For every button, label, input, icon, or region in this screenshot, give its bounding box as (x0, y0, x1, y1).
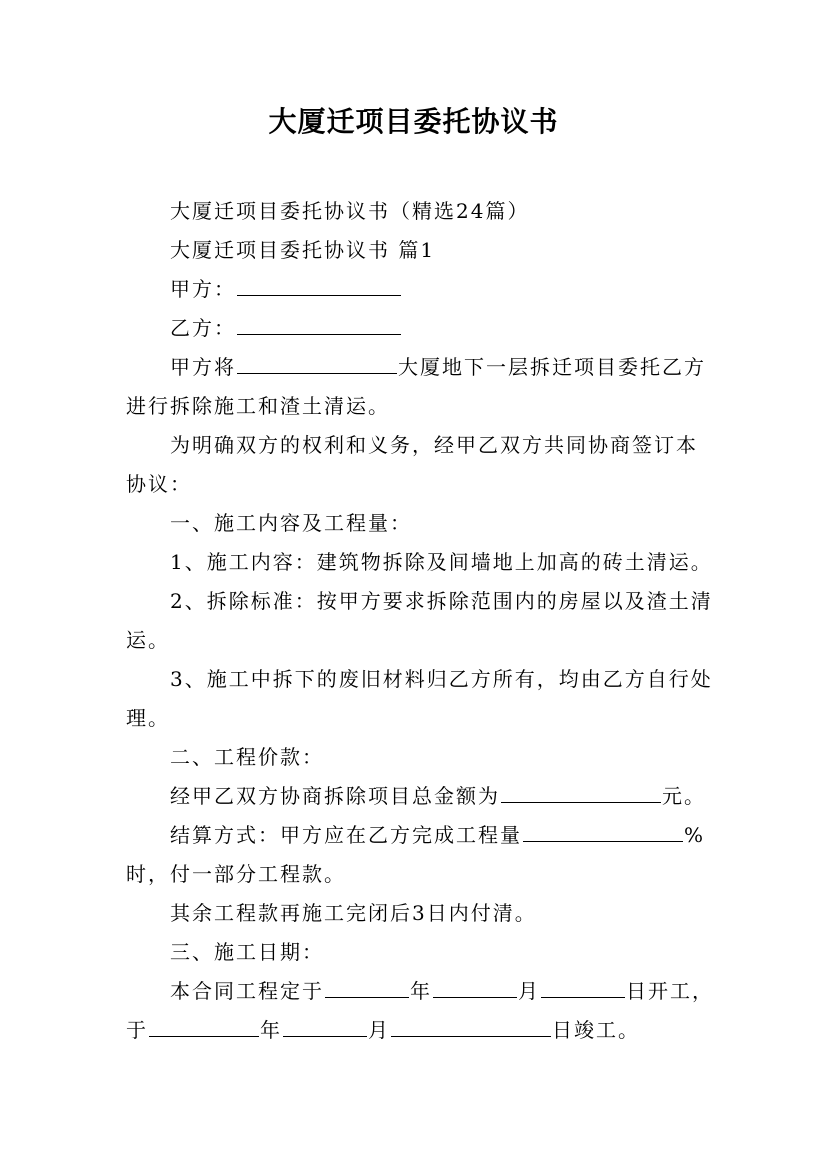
heading-3: 三、施工日期： (170, 940, 324, 964)
purpose-paragraph: 为明确双方的权利和义务，经甲乙双方共同协商签订本协议： (126, 433, 698, 496)
end-year-blank (149, 1014, 259, 1037)
start-year-blank (325, 975, 409, 998)
document-title: 大厦迁项目委托协议书 (268, 105, 559, 138)
building-name-blank (237, 351, 397, 374)
intro-suffix: 大厦地下一层拆迁项目委托乙方进行拆除施工和渣土清运。 (126, 355, 706, 418)
date2-suffix: 日竣工。 (552, 1018, 640, 1042)
item-3: 3、施工中拆下的废旧材料归乙方所有，均由乙方自行处理。 (126, 667, 713, 730)
party-b-line (126, 309, 716, 348)
party-a-label: 甲方： (170, 277, 236, 301)
party-b-label: 乙方： (170, 316, 236, 340)
item-2: 2、拆除标准：按甲方要求拆除范围内的房屋以及渣土清运。 (126, 589, 713, 652)
start-day-blank (541, 975, 625, 998)
price-prefix: 经甲乙双方协商拆除项目总金额为 (170, 784, 500, 808)
date1-month: 月 (518, 979, 540, 1003)
date2-month: 月 (368, 1018, 390, 1042)
party-a-line (126, 270, 716, 309)
date1-year: 年 (410, 979, 432, 1003)
settle-blank (523, 819, 683, 842)
party-a-blank (237, 273, 401, 296)
end-month-blank (283, 1014, 367, 1037)
date2-year: 年 (260, 1018, 282, 1042)
item-1: 1、施工内容：建筑物拆除及间墙地上加高的砖土清运。 (170, 550, 713, 574)
document-body (126, 192, 716, 1050)
section-heading: 大厦迁项目委托协议书 篇1 (170, 238, 436, 262)
settle-suffix: %时，付一部分工程款。 (126, 823, 706, 886)
heading-2: 二、工程价款： (170, 745, 324, 769)
date2-prefix: 于 (126, 1018, 148, 1042)
date-line-1 (126, 972, 716, 1050)
remainder-line: 其余工程款再施工完闭后3日内付清。 (170, 901, 537, 925)
settle-prefix: 结算方式：甲方应在乙方完成工程量 (170, 823, 522, 847)
party-b-blank (237, 312, 401, 335)
price-blank (501, 780, 661, 803)
intro-paragraph (126, 348, 716, 426)
start-month-blank (433, 975, 517, 998)
price-line (126, 777, 716, 816)
price-suffix: 元。 (662, 784, 706, 808)
end-day-blank (391, 1014, 551, 1037)
subtitle: 大厦迁项目委托协议书（精选24篇） (170, 199, 530, 223)
settlement-line (126, 816, 716, 894)
date1-prefix: 本合同工程定于 (170, 979, 324, 1003)
date1-suffix: 日开工， (626, 979, 714, 1003)
intro-prefix: 甲方将 (170, 355, 236, 379)
heading-1: 一、施工内容及工程量： (170, 511, 412, 535)
